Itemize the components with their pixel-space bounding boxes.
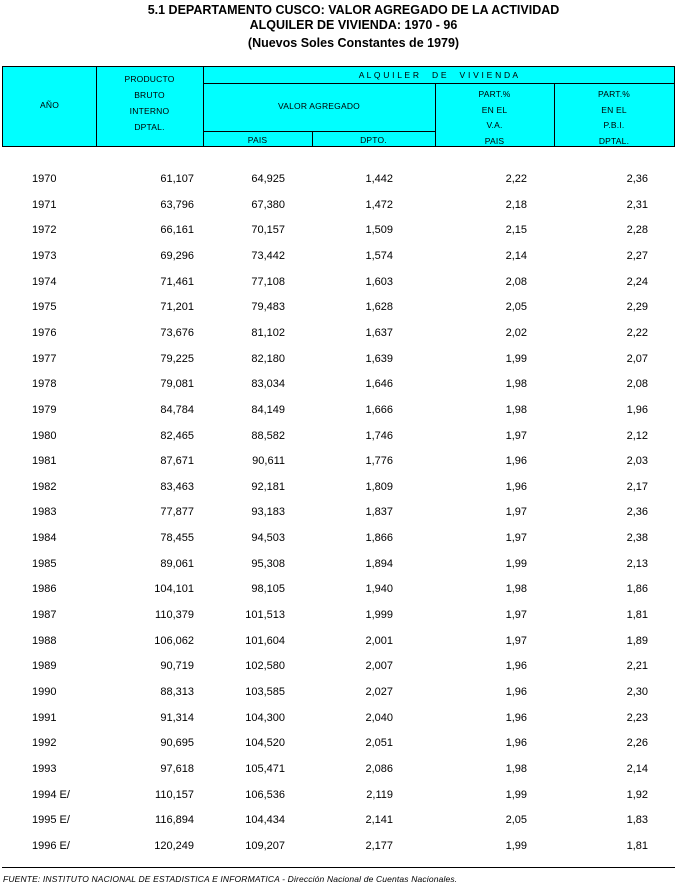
cell-year: 1984 [32,532,57,545]
table-row [0,455,677,480]
cell-va-pais: 92,181 [251,480,285,493]
cell-va-dpto: 2,040 [365,711,393,724]
cell-part-pbi: 2,28 [626,224,648,237]
cell-pbi: 83,463 [160,480,194,493]
cell-part-pbi: 1,96 [626,403,648,416]
header-pbi [96,71,203,135]
cell-va-dpto: 2,051 [365,737,393,750]
cell-va-pais: 103,585 [245,686,285,698]
cell-pbi: 73,676 [160,326,194,339]
cell-year: 1990 [32,686,57,698]
cell-year: 1982 [32,480,57,493]
cell-part-va: 1,97 [505,506,527,519]
source-note: FUENTE: INSTITUTO NACIONAL DE ESTADISTICA E INFORMATICA - Dirección Nacional de Cuentas Nacionales. [3,874,458,884]
header-part-pbi-line: PART.% [597,89,631,99]
cell-va-pais: 84,149 [251,403,285,416]
cell-year: 1985 [32,557,57,570]
cell-part-va: 1,97 [505,609,527,622]
table-row [0,583,677,608]
cell-va-dpto: 2,007 [365,660,393,673]
cell-va-pais: 106,536 [245,788,285,801]
cell-va-pais: 105,471 [245,762,285,775]
cell-year: 1970 [32,173,57,185]
cell-part-va: 1,96 [505,455,527,468]
cell-pbi: 82,465 [160,429,194,442]
cell-pbi: 120,249 [154,839,194,852]
table-row [0,378,677,403]
cell-va-dpto: 1,637 [365,326,393,339]
cell-part-pbi: 2,30 [626,686,648,698]
header-part-va-line: PAIS [484,135,505,146]
table-units: (Nuevos Soles Constantes de 1979) [247,36,460,50]
cell-part-va: 2,02 [505,326,527,339]
cell-year: 1991 [32,711,57,724]
cell-part-va: 1,99 [505,788,527,801]
cell-part-pbi: 2,26 [626,737,648,750]
header-valor-agregado: VALOR AGREGADO [278,101,360,111]
cell-part-va: 1,98 [505,378,527,391]
table-row [0,250,677,275]
cell-part-pbi: 2,03 [626,455,648,468]
table-row [0,506,677,531]
cell-va-dpto: 1,809 [365,480,393,493]
header-dpto: DPTO. [360,135,387,145]
cell-va-pais: 94,503 [251,532,285,545]
table-row [0,532,677,557]
cell-year: 1981 [32,455,57,468]
table-row [0,737,677,762]
cell-pbi: 66,161 [160,224,194,237]
header-pbi-line: PRODUCTO [124,74,175,84]
cell-part-pbi: 2,07 [626,352,648,365]
cell-year: 1975 [32,301,57,314]
table-row [0,224,677,249]
table-row [0,276,677,301]
cell-va-dpto: 1,666 [365,403,393,416]
cell-part-va: 2,05 [505,301,527,314]
cell-va-dpto: 1,603 [365,275,393,288]
cell-part-pbi: 2,36 [626,506,648,519]
table-title: 5.1 DEPARTAMENTO CUSCO: VALOR AGREGADO DE LA ACTIVIDAD [147,3,560,17]
cell-va-dpto: 1,894 [365,557,393,570]
table-row [0,712,677,737]
cell-va-pais: 102,580 [245,660,285,673]
cell-part-va: 2,15 [505,224,527,237]
cell-pbi: 91,314 [160,711,194,724]
cell-year: 1994 E/ [32,788,70,801]
cell-year: 1996 E/ [32,839,70,852]
cell-part-pbi: 1,81 [626,609,648,622]
footer-divider [2,867,675,868]
cell-part-va: 2,22 [505,173,527,185]
cell-year: 1973 [32,249,57,262]
cell-va-pais: 104,300 [245,711,285,724]
table-row [0,481,677,506]
cell-part-pbi: 2,38 [626,532,648,545]
cell-va-dpto: 1,940 [365,583,393,596]
cell-pbi: 71,201 [160,301,194,314]
cell-part-pbi: 1,86 [626,583,648,596]
cell-part-va: 1,98 [505,403,527,416]
cell-pbi: 79,081 [160,378,194,391]
header-pais: PAIS [247,135,268,145]
cell-part-pbi: 2,27 [626,249,648,262]
cell-pbi: 78,455 [160,532,194,545]
cell-va-dpto: 1,999 [365,609,393,622]
header-part-pbi-line: P.B.I. [603,120,625,130]
cell-pbi: 63,796 [160,198,194,211]
cell-year: 1978 [32,378,57,391]
cell-part-va: 1,97 [505,429,527,442]
cell-year: 1971 [32,198,57,211]
cell-part-va: 1,96 [505,660,527,673]
cell-year: 1995 E/ [32,814,70,827]
cell-part-pbi: 1,81 [626,839,648,852]
cell-va-dpto: 1,746 [365,429,393,442]
cell-va-dpto: 1,866 [365,532,393,545]
header-part-va-line: V.A. [486,120,503,130]
cell-year: 1972 [32,224,57,237]
cell-va-dpto: 1,837 [365,506,393,519]
table-row [0,430,677,455]
cell-va-pais: 101,604 [245,634,285,647]
cell-pbi: 97,618 [160,762,194,775]
table-row [0,814,677,839]
cell-part-pbi: 2,14 [626,762,648,775]
cell-va-pais: 64,925 [251,173,285,185]
cell-va-pais: 82,180 [251,352,285,365]
cell-part-pbi: 1,83 [626,814,648,827]
cell-va-dpto: 2,119 [366,788,393,801]
table-row [0,635,677,660]
cell-pbi: 69,296 [160,249,194,262]
cell-part-va: 1,99 [505,557,527,570]
table-row [0,686,677,711]
cell-pbi: 90,719 [160,660,194,673]
cell-va-dpto: 1,646 [365,378,393,391]
cell-va-dpto: 2,001 [365,634,393,647]
cell-va-dpto: 1,776 [365,455,393,468]
cell-va-dpto: 1,472 [365,198,393,211]
header-part-pbi-line: DPTAL. [598,135,630,146]
cell-part-pbi: 2,21 [626,660,648,673]
cell-va-pais: 93,183 [251,506,285,519]
cell-part-va: 2,08 [505,275,527,288]
table-row [0,173,677,198]
cell-part-va: 1,96 [505,737,527,750]
table-row [0,763,677,788]
header-part-va-line: EN EL [481,104,508,115]
header-group-alquiler: A L Q U I L E R D E V I V I E N D A [358,70,519,80]
cell-va-pais: 101,513 [245,609,285,622]
cell-pbi: 110,379 [155,609,194,622]
cell-year: 1988 [32,634,57,647]
cell-va-pais: 81,102 [251,326,285,339]
cell-va-pais: 98,105 [251,583,285,596]
cell-va-pais: 73,442 [251,249,285,262]
cell-va-pais: 77,108 [251,275,285,288]
cell-part-va: 1,96 [505,686,527,698]
cell-year: 1983 [32,506,57,519]
cell-pbi: 89,061 [160,557,194,570]
table-row [0,609,677,634]
cell-va-dpto: 2,027 [365,686,393,698]
cell-part-va: 1,97 [505,634,527,647]
cell-pbi: 71,461 [160,275,194,288]
cell-va-pais: 88,582 [251,429,285,442]
cell-pbi: 106,062 [154,634,194,647]
cell-year: 1993 [32,762,57,775]
cell-pbi: 87,671 [160,455,194,468]
table-row [0,660,677,685]
cell-part-va: 2,14 [505,249,527,262]
cell-part-va: 1,96 [505,711,527,724]
table-row [0,558,677,583]
table-header [2,66,675,147]
cell-va-pais: 104,520 [245,737,285,750]
cell-pbi: 77,877 [160,506,194,519]
table-row [0,353,677,378]
cell-part-pbi: 2,12 [626,429,648,442]
cell-part-pbi: 2,08 [626,378,648,391]
cell-part-pbi: 1,89 [626,634,648,647]
cell-part-pbi: 1,92 [626,788,648,801]
cell-part-pbi: 2,17 [626,480,648,493]
table-row [0,199,677,224]
cell-part-va: 2,18 [505,198,527,211]
cell-va-dpto: 1,628 [365,301,393,314]
cell-pbi: 116,894 [155,814,194,827]
table-row [0,789,677,814]
cell-va-dpto: 2,177 [365,839,393,852]
cell-va-pais: 95,308 [251,557,285,570]
cell-part-pbi: 2,29 [626,301,648,314]
cell-year: 1976 [32,326,57,339]
cell-va-pais: 90,611 [252,455,285,468]
table-subtitle: ALQUILER DE VIVIENDA: 1970 - 96 [249,18,458,32]
header-part-pbi [554,87,674,149]
table-row [0,301,677,326]
cell-pbi: 84,784 [160,403,194,416]
header-part-va-line: PART.% [478,89,511,99]
cell-part-va: 1,99 [505,839,527,852]
cell-year: 1974 [32,275,57,288]
cell-va-pais: 79,483 [251,301,285,314]
cell-pbi: 90,695 [160,737,194,750]
cell-pbi: 79,225 [160,352,194,365]
cell-va-dpto: 1,509 [365,224,393,237]
cell-part-pbi: 2,23 [626,711,648,724]
cell-part-pbi: 2,24 [626,275,648,288]
header-pbi-line: INTERNO [129,106,170,116]
header-year: AÑO [39,100,60,110]
cell-va-dpto: 2,086 [365,762,393,775]
cell-part-pbi: 2,36 [626,173,648,185]
header-pbi-line: DPTAL. [134,122,165,132]
cell-va-pais: 104,434 [245,814,285,827]
cell-part-pbi: 2,31 [626,198,648,211]
cell-va-pais: 70,157 [251,224,285,237]
cell-part-va: 2,05 [505,814,527,827]
table-row [0,840,677,865]
cell-part-pbi: 2,22 [626,326,648,339]
cell-va-pais: 83,034 [251,378,285,391]
cell-year: 1979 [32,403,57,416]
cell-year: 1987 [32,609,57,622]
header-pbi-line: BRUTO [134,90,165,100]
cell-year: 1989 [32,660,57,673]
cell-va-dpto: 1,639 [365,352,393,365]
cell-part-va: 1,96 [505,480,527,493]
cell-year: 1980 [32,429,57,442]
table-row [0,327,677,352]
cell-va-dpto: 1,574 [365,249,393,262]
table-row [0,404,677,429]
cell-part-pbi: 2,13 [626,557,648,570]
cell-pbi: 88,313 [160,686,194,698]
cell-year: 1992 [32,737,57,750]
cell-va-pais: 109,207 [245,839,285,852]
cell-va-dpto: 1,442 [365,173,393,185]
cell-year: 1986 [32,583,57,596]
header-part-va [435,87,554,149]
header-part-pbi-line: EN EL [601,104,627,115]
cell-part-va: 1,99 [505,352,527,365]
cell-va-dpto: 2,141 [365,814,393,827]
cell-pbi: 110,157 [155,788,194,801]
cell-year: 1977 [32,352,57,365]
cell-pbi: 61,107 [160,173,194,185]
cell-part-va: 1,98 [505,583,527,596]
cell-pbi: 104,101 [154,583,194,596]
cell-part-va: 1,97 [505,532,527,545]
cell-va-pais: 67,380 [251,198,285,211]
cell-part-va: 1,98 [505,762,527,775]
